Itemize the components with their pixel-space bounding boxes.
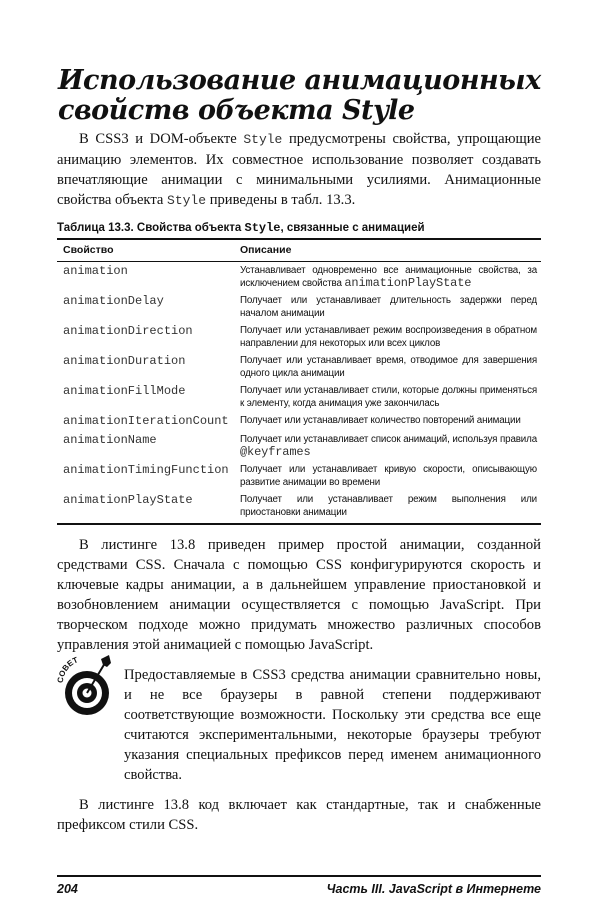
properties-table [57, 240, 541, 521]
table-row [57, 292, 541, 322]
caption-code: Style [244, 221, 281, 235]
section-heading [58, 66, 541, 126]
property-description [234, 292, 541, 322]
page-footer [57, 882, 541, 897]
table-row [57, 431, 541, 461]
table-caption [57, 221, 541, 235]
description-text: Получает или устанавливает время, отводимое для завершения одного цикла анимации [240, 355, 537, 379]
description-text: Получает или устанавливает количество повторений анимации [240, 415, 521, 426]
table-row [57, 461, 541, 491]
property-name: animationPlayState [63, 493, 193, 507]
table-row [57, 322, 541, 352]
property-description [234, 352, 541, 382]
description-code: animationPlayState [344, 276, 472, 290]
description-text: Устанавливает одновременно все анимационные свойства, за исключением свойства [240, 265, 537, 289]
svg-text:СОВЕТ: СОВЕТ [55, 655, 80, 684]
table-row [57, 412, 541, 431]
intro-paragraph [57, 129, 541, 211]
tip-target-icon [55, 653, 117, 719]
property-name: animationDelay [63, 294, 164, 308]
description-text: Получает или устанавливает режим выполнения или приостановки анимации [240, 494, 537, 518]
property-description [234, 491, 541, 521]
running-footer: Часть III. JavaScript в Интернете [326, 881, 541, 896]
property-name: animationTimingFunction [63, 463, 229, 477]
inline-code: Style [243, 132, 283, 147]
property-description [234, 412, 541, 431]
page-number: 204 [57, 881, 78, 896]
caption-text: , связанные с анимацией [280, 222, 425, 234]
property-name: animationDirection [63, 324, 193, 338]
table-header-row [57, 240, 541, 262]
caption-text: Таблица 13.3. Свойства объекта [57, 222, 245, 234]
property-name: animationFillMode [63, 384, 186, 398]
property-description [234, 322, 541, 352]
intro-text: приведены в табл. 13.3. [206, 192, 356, 208]
heading-line-2: свойств объекта Style [58, 95, 415, 126]
heading-line-1: Использование анимационных [58, 65, 541, 96]
property-description [234, 431, 541, 461]
intro-text: предусмотрены свойства, упрощающие анимацию элементов. Их совместное использование позволяет создавать впечатляющие анимации с минимальными усилиями. Анимационные свойства объекта [57, 131, 541, 208]
description-text: Получает или устанавливает стили, которые должны применяться к элементу, когда анимация уже закончилась [240, 385, 537, 409]
footer-rule [57, 875, 541, 877]
description-text: Получает или устанавливает кривую скорости, описывающую развитие анимации во времени [240, 464, 537, 488]
property-name: animationName [63, 433, 157, 447]
property-name: animationDuration [63, 354, 186, 368]
header-description: Описание [234, 240, 541, 262]
description-text: Получает или устанавливает список анимаций, используя правила [240, 434, 537, 445]
intro-text: В CSS3 и DOM-объекте [79, 131, 244, 147]
tip-block [55, 655, 541, 785]
property-description [234, 382, 541, 412]
header-property: Свойство [57, 240, 234, 262]
body-paragraph: В листинге 13.8 код включает как стандартные, так и снабженные префиксом стили CSS. [57, 797, 541, 833]
tip-text: Предоставляемые в CSS3 средства анимации сравнительно новы, и не все браузеры в равной степени поддерживают соответствующие возможности. Поскольку эти средства все еще считаются экспериментальными, некоторые браузеры требуют указания специальных префиксов перед именем анимационного свойства. [124, 667, 541, 783]
table-row [57, 382, 541, 412]
inline-code: Style [167, 193, 207, 208]
description-text: Получает или устанавливает режим воспроизведения в обратном направлении для некоторых или всех циклов [240, 325, 537, 349]
property-description [234, 262, 541, 293]
table-row [57, 262, 541, 293]
property-description [234, 461, 541, 491]
table-row [57, 491, 541, 521]
description-code: @keyframes [240, 445, 311, 459]
table-bottom-rule [57, 523, 541, 525]
description-text: Получает или устанавливает длительность задержки перед началом анимации [240, 295, 537, 319]
page-footer-block [57, 875, 541, 897]
body-paragraph: В листинге 13.8 приведен пример простой анимации, созданной средствами CSS. Сначала с помощью CSS конфигурируются скорость и ключевые кадры анимации, а в дальнейшем управление приостановкой и возобновлением анимации осуществляется с помощью JavaScript. При творческом подходе можно придумать множество различных способов управления этой анимацией с помощью JavaScript. [57, 537, 541, 653]
table-row [57, 352, 541, 382]
property-name: animationIterationCount [63, 414, 229, 428]
property-name: animation [63, 264, 128, 278]
